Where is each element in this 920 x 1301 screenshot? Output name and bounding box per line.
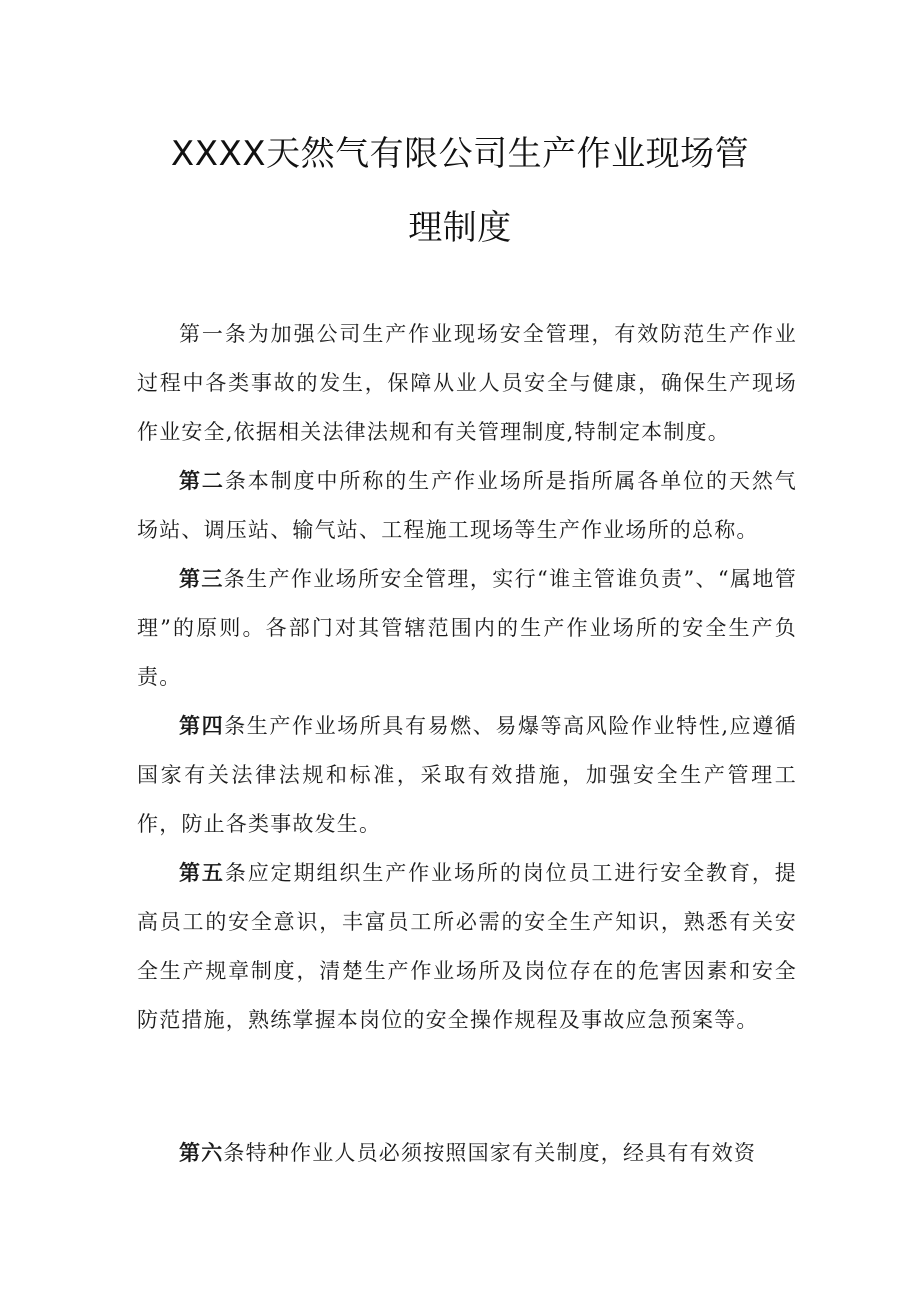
article-5-paragraph [137,849,797,1045]
article-5-number: 第五 [179,861,225,885]
article-3-number: 第三 [179,567,224,591]
article-4-text: 条生产作业场所具有易燃、易爆等高风险作业特性,应遵循国家有关法律法规和标准，采取有效措施，加强安全生产管理工作，防止各类事故发生。 [137,714,798,836]
article-6-paragraph [137,1129,797,1178]
article-6-number: 第六 [179,1141,224,1165]
article-2-paragraph [137,457,797,555]
article-2-number: 第二 [179,469,225,493]
article-5-text: 条应定期组织生产作业场所的岗位员工进行安全教育，提高员工的安全意识，丰富员工所必需的安全生产知识，熟悉有关安全生产规章制度，清楚生产作业场所及岗位存在的危害因素和安全防范措施，熟练掌握本岗位的安全操作规程及事故应急预案等。 [137,861,798,1032]
document-title-line-1: XXXX天然气有限公司生产作业现场管 [170,134,750,174]
article-4-paragraph [137,702,797,849]
article-3-text: 条生产作业场所安全管理，实行“谁主管谁负责”、“属地管理”的原则。各部门对其管辖范围内的生产作业场所的安全生产负责。 [137,567,797,689]
article-1-paragraph [137,310,797,457]
article-1-text: 第一条为加强公司生产作业现场安全管理，有效防范生产作业过程中各类事故的发生，保障从业人员安全与健康，确保生产现场作业安全,依据相关法律法规和有关管理制度,特制定本制度。 [137,322,797,444]
article-4-number: 第四 [179,714,225,738]
article-6-text: 条特种作业人员必须按照国家有关制度，经具有有效资 [223,1141,757,1165]
article-3-paragraph [137,555,797,702]
document-title-line-2: 理制度 [408,208,512,248]
article-2-text: 条本制度中所称的生产作业场所是指所属各单位的天然气场站、调压站、输气站、工程施工现场等生产作业场所的总称。 [137,469,798,542]
